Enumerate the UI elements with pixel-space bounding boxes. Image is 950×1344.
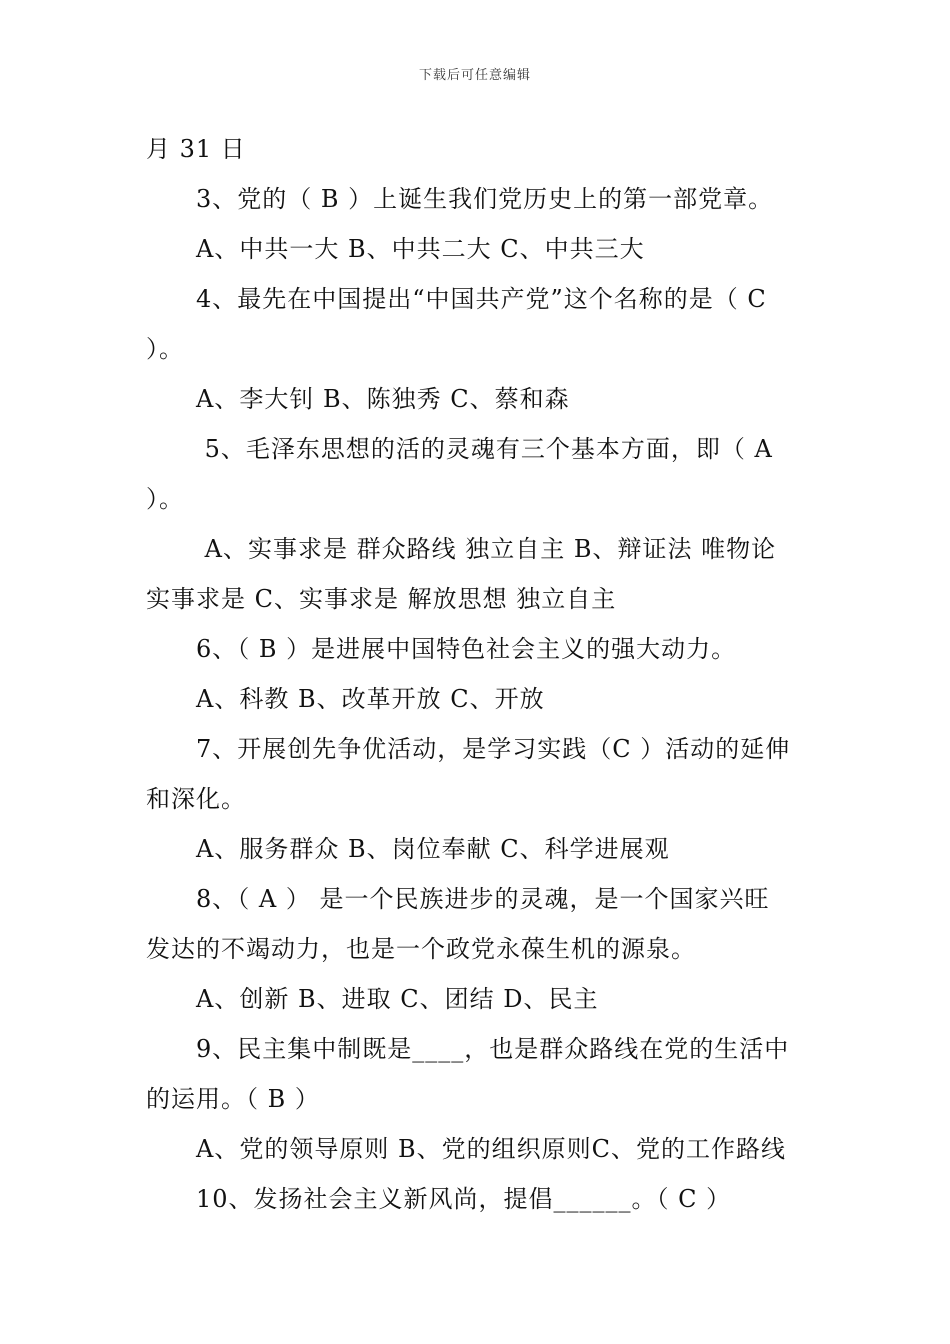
text-line: A、中共一大 B、中共二大 C、中共三大	[196, 235, 645, 263]
text-line: A、科教 B、改革开放 C、开放	[196, 685, 545, 713]
text-line: ）。	[146, 485, 184, 513]
text-line: 5、毛泽东思想的活的灵魂有三个基本方面，即（ A	[196, 435, 773, 463]
text-line: 8、（ A ） 是一个民族进步的灵魂，是一个国家兴旺	[196, 885, 770, 913]
text-line: 7、开展创先争优活动，是学习实践（C ）活动的延伸	[196, 735, 791, 763]
text-line: 6、（ B ）是进展中国特色社会主义的强大动力。	[196, 635, 737, 663]
text-line: A、实事求是 群众路线 独立自主 B、辩证法 唯物论	[196, 535, 777, 563]
text-line: A、李大钊 B、陈独秀 C、蔡和森	[196, 385, 570, 413]
text-line: A、服务群众 B、岗位奉献 C、科学进展观	[196, 835, 670, 863]
text-line: 10、发扬社会主义新风尚，提倡______。（ C ）	[196, 1185, 732, 1213]
text-line: 和深化。	[146, 785, 246, 813]
text-line: A、创新 B、进取 C、团结 D、民主	[196, 985, 599, 1013]
page-header: 下载后可任意编辑	[418, 68, 531, 83]
text-line: 9、民主集中制既是____，也是群众路线在党的生活中	[196, 1035, 790, 1063]
document-body	[146, 128, 816, 1228]
text-line: A、党的领导原则 B、党的组织原则C、党的工作路线	[196, 1135, 786, 1163]
text-line: 的运用。（ B ）	[146, 1085, 320, 1113]
text-line: 3、党的（ B ）上诞生我们党历史上的第一部党章。	[196, 185, 774, 213]
text-line: ）。	[146, 335, 184, 363]
text-line: 发达的不竭动力，也是一个政党永葆生机的源泉。	[146, 935, 696, 963]
text-line: 4、最先在中国提出“中国共产党”这个名称的是（ C	[196, 285, 767, 313]
text-line: 月 31 日	[146, 135, 246, 163]
text-line: 实事求是 C、实事求是 解放思想 独立自主	[146, 585, 617, 613]
